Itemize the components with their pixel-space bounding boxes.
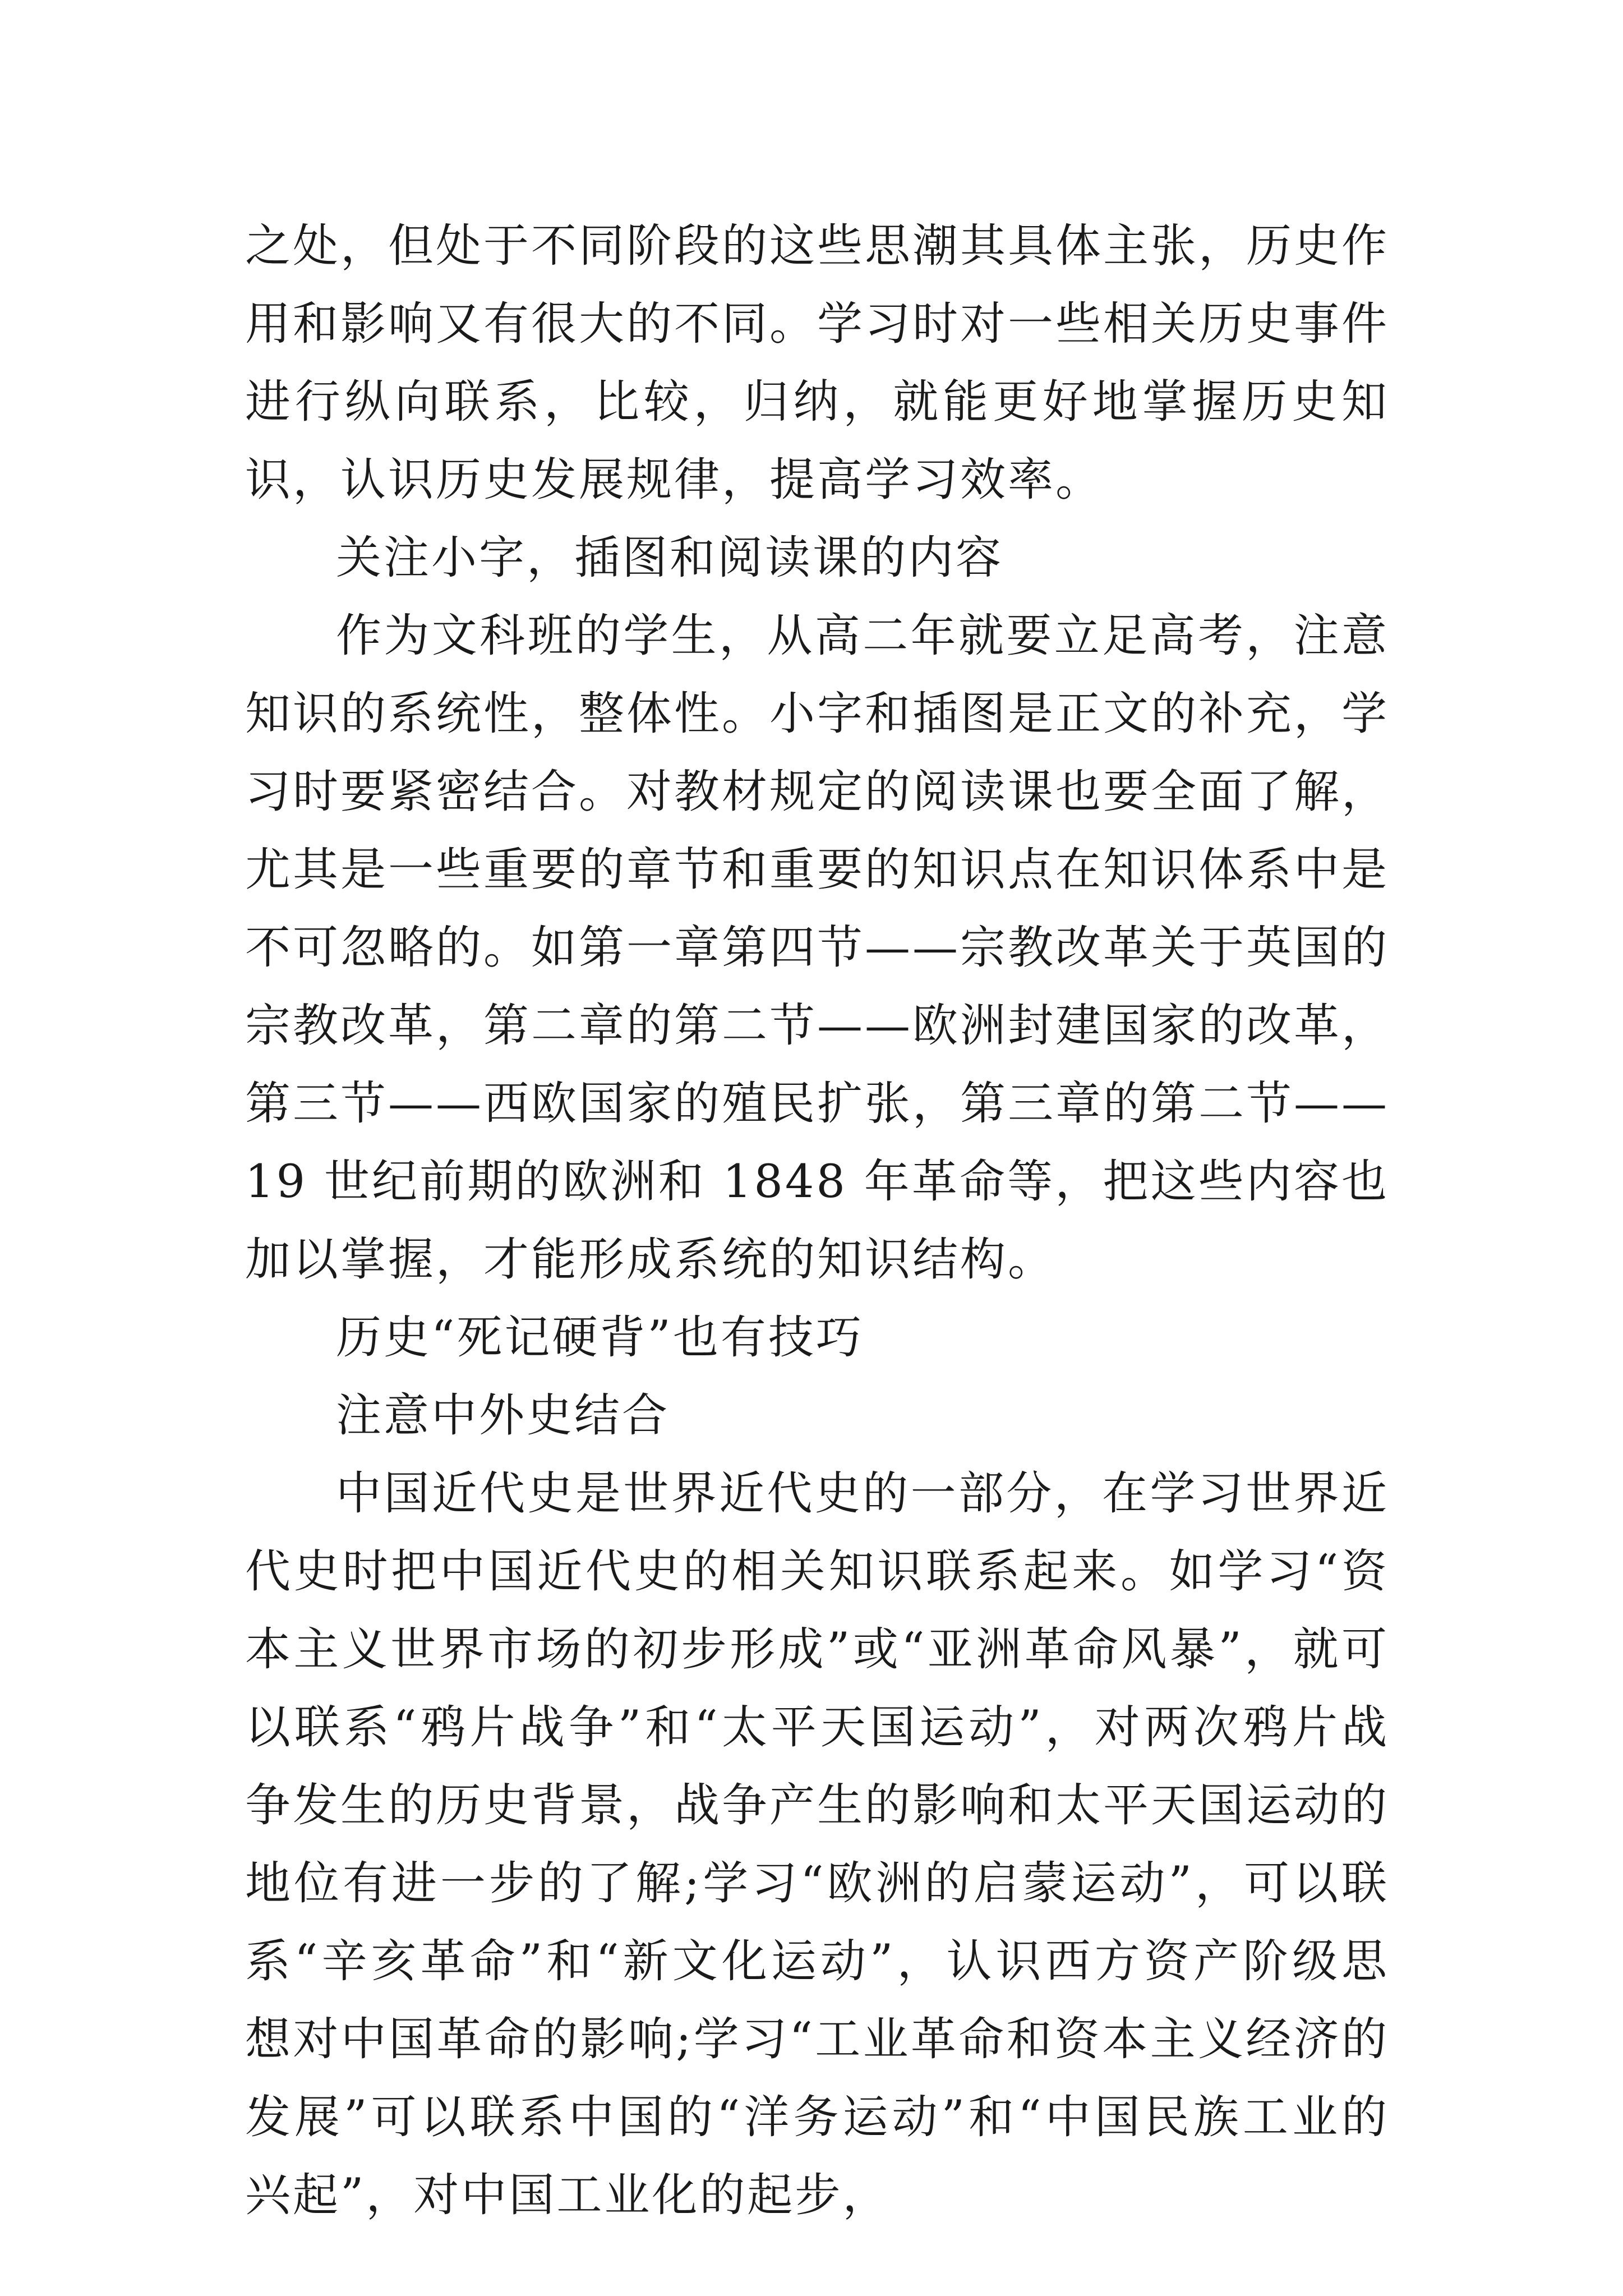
section-heading-combine-history: 注意中外史结合 — [336, 1389, 670, 1442]
paragraph-small-print: 作为文科班的学生，从高二年就要立足高考，注意知识的系统性，整体性。小字和插图是正文的补充，学习时要紧密结合。对教材规定的阅读课也要全面了解，尤其是一些重要的章节和重要的知识点在知识体系中是不可忽略的。如第一章第四节——宗教改革关于英国的宗教改革，第二章的第二节——欧洲封建国家的改革，第三节——西欧国家的殖民扩张，第三章的第二节——19 世纪前期的欧洲和 1848 年革命等，把这些内容也加以掌握，才能形成系统的知识结构。 — [245, 610, 1390, 1286]
section-heading-small-print: 关注小字，插图和阅读课的内容 — [336, 532, 1004, 585]
section-heading-memorization: 历史“死记硬背”也有技巧 — [336, 1312, 864, 1364]
paragraph-combine-history: 中国近代史是世界近代史的一部分，在学习世界近代史时把中国近代史的相关知识联系起来。如学习“资本主义世界市场的初步形成”或“亚洲革命风暴”，就可以联系“鸦片战争”和“太平天国运动”，对两次鸦片战争发生的历史背景，战争产生的影响和太平天国运动的地位有进一步的了解;学习“欧洲的启蒙运动”，可以联系“辛亥革命”和“新文化运动”，认识西方资产阶级思想对中国革命的影响;学习“工业革命和资本主义经济的发展”可以联系中国的“洋务运动”和“中国民族工业的兴起”，对中国工业化的起步， — [245, 1467, 1390, 2222]
paragraph-continuation: 之处，但处于不同阶段的这些思潮其具体主张，历史作用和影响又有很大的不同。学习时对一些相关历史事件进行纵向联系，比较，归纳，就能更好地掌握历史知识，认识历史发展规律，提高学习效率。 — [245, 220, 1390, 507]
document-body — [245, 208, 1389, 2235]
